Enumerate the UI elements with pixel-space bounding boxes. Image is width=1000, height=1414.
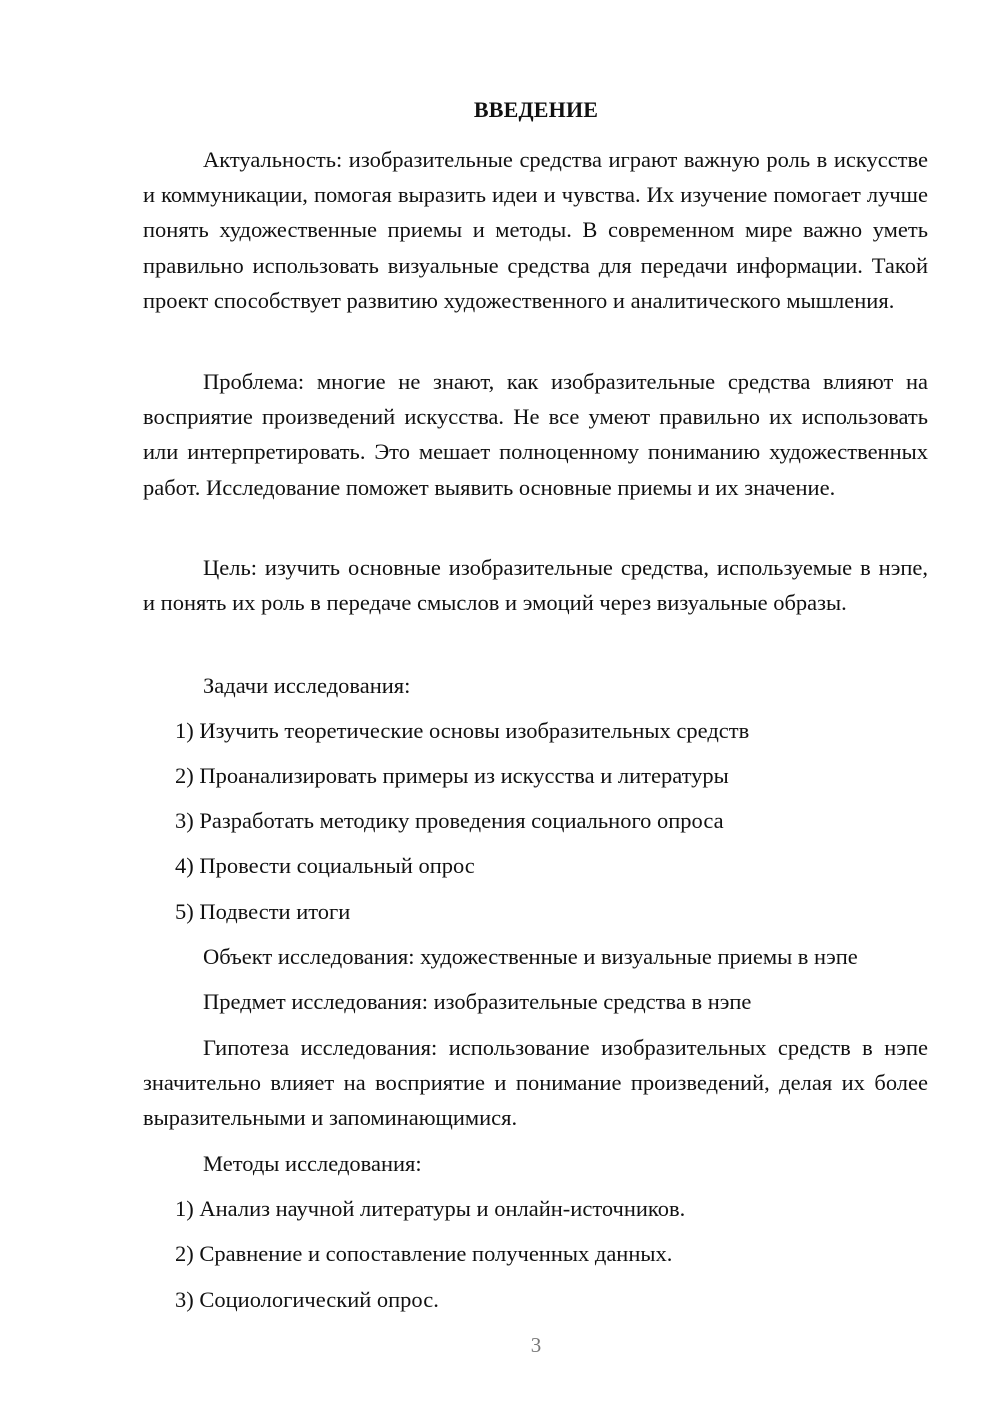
tasks-heading: Задачи исследования: [203,673,411,698]
relevance-paragraph: Актуальность: изобразительные средства играют важную роль в искусстве и коммуникации, помогая выразить идеи и чувства. Их изучение помогает лучше понять художественные приемы и методы. В современном мире важно уметь правильно использовать визуальные средства для передачи информации. Такой проект способствует развитию художественного и аналитического мышления. [143,147,928,313]
research-object: Объект исследования: художественные и визуальные приемы в нэпе [203,944,858,969]
problem-paragraph: Проблема: многие не знают, как изобразительные средства влияют на восприятие произведений искусства. Не все умеют правильно их использовать или интерпретировать. Это мешает полноценному пониманию художественных работ. Исследование поможет выявить основные приемы и их значение. [143,369,928,500]
task-item: 4) Провести социальный опрос [175,853,475,878]
task-item: 1) Изучить теоретические основы изобразительных средств [175,718,750,743]
task-item: 3) Разработать методику проведения социального опроса [175,808,724,833]
task-item: 5) Подвести итоги [175,899,351,924]
task-item: 2) Проанализировать примеры из искусства и литературы [175,763,729,788]
goal-paragraph: Цель: изучить основные изобразительные средства, используемые в нэпе, и понять их роль в передаче смыслов и эмоций через визуальные образы. [143,555,928,616]
page-number: 3 [530,1333,542,1357]
method-item: 1) Анализ научной литературы и онлайн-источников. [175,1196,686,1221]
methods-heading: Методы исследования: [203,1151,422,1176]
hypothesis-paragraph: Гипотеза исследования: использование изобразительных средств в нэпе значительно влияет на восприятие и понимание произведений, делая их более выразительными и запоминающимися. [143,1035,928,1131]
method-item: 3) Социологический опрос. [175,1287,439,1312]
method-item: 2) Сравнение и сопоставление полученных данных. [175,1241,673,1266]
research-subject: Предмет исследования: изобразительные средства в нэпе [203,989,752,1014]
page-title: ВВЕДЕНИЕ [473,97,599,122]
